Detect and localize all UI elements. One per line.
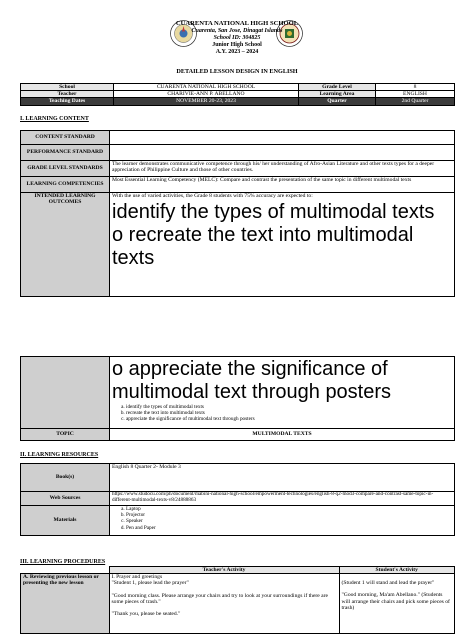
quarter-value: 2nd Quarter	[376, 98, 455, 105]
material-item: d. Pen and Paper	[126, 525, 452, 531]
procedures-table	[20, 566, 455, 634]
teacher-line-1: I. Prayer and greetings	[111, 574, 163, 581]
quarter-label: Quarter	[299, 98, 376, 105]
section-learning-content: I. LEARNING CONTENT	[20, 116, 89, 122]
materials-list	[112, 506, 452, 531]
outcome-big-3: o appreciate the significance of multimodal text through posters	[112, 358, 392, 403]
student-line-2: "Good morning, Ma'am Abellano." (Students will arrange their chairs and pick some pieces of trash)	[341, 592, 450, 611]
school-level: Junior High School	[212, 42, 262, 48]
resources-table	[20, 463, 455, 536]
material-item: a. Laptop	[126, 506, 452, 512]
topic-value: MULTIMODAL TEXTS	[110, 429, 455, 441]
grade-value: 8	[376, 84, 455, 91]
school-address: Cuarenta, San Jose, Dinagat Islands	[191, 28, 283, 34]
section-learning-resources: II. LEARNING RESOURCES	[20, 452, 99, 458]
topic-label: TOPIC	[21, 429, 110, 441]
performance-standard-value	[110, 145, 455, 161]
outcome-item: c. appreciate the significance of multimodal text through posters	[126, 416, 452, 422]
content-standard-value	[110, 131, 455, 145]
outcomes-label-cont	[21, 357, 110, 429]
outcome-big-2: o recreate the text into multimodal texts	[112, 224, 414, 270]
teacher-value: CHARIVIE-ANN P. ABELLANO	[114, 91, 299, 98]
school-value: CUARENTA NATIONAL HIGH SCHOOL	[114, 84, 299, 91]
student-activity-header: Student's Activity	[339, 567, 455, 574]
material-item: b. Projector	[126, 512, 452, 518]
document-title: DETAILED LESSON DESIGN IN ENGLISH	[176, 68, 298, 75]
outcomes-list	[112, 404, 452, 423]
books-value: English 8 Quarter 2- Module 3	[110, 464, 455, 492]
school-name: CUARENTA NATIONAL HIGH SCHOOL	[175, 20, 299, 27]
outcomes-text: With the use of varied activities, the Grade 8 students with 75% accuracy are expected to:	[112, 193, 313, 199]
grade-standards-text: The learner demonstrates communicative competence through his/ her understanding of Afro-Asian Literature and other texts types for a deeper appreciation of Philippine Culture and those of other countries.	[110, 161, 455, 177]
books-label: Book(s)	[21, 464, 110, 492]
teacher-activity-header: Teacher's Activity	[109, 567, 339, 574]
student-line-1: (Student 1 will stand and lead the prayer"	[341, 580, 435, 587]
competencies-label: LEARNING COMPETENCIES	[21, 177, 110, 193]
teacher-line-4: "Thank you, please be seated."	[111, 611, 181, 618]
teacher-line-2: "Student 1, please lead the prayer"	[111, 580, 189, 587]
school-label: School	[21, 84, 114, 91]
teacher-label: Teacher	[21, 91, 114, 98]
material-item: c. Speaker	[126, 518, 452, 524]
area-label: Learning Area	[299, 91, 376, 98]
materials-label: Materials	[21, 506, 110, 536]
learning-content-table-cont	[20, 356, 455, 441]
competencies-text: Most Essential Learning Competency (MELC): Compare and contrast the presentation of the same topic in different multimodal texts	[110, 177, 455, 193]
academic-year: A.Y. 2023 – 2024	[215, 49, 259, 55]
web-sources-link[interactable]: https://www.studocu.com/ph/document/mabini-national-high-school/empowerment-technologies/english-8-q2-mod3-compare-and-contrast-same-topic-in-different-multimodal-texts-v8/24888863	[110, 492, 455, 506]
outcome-big-1: identify the types of multimodal texts	[112, 201, 435, 224]
info-table	[20, 83, 455, 106]
school-id: School ID: 304825	[213, 35, 261, 41]
outcome-item: b. recreate the text into multimodal texts	[126, 410, 452, 416]
step-a-label: A. Reviewing previous lesson or presenting the new lesson	[21, 574, 110, 634]
outcomes-label: INTENDED LEARNING OUTCOMES	[21, 193, 110, 297]
performance-standard-label: PERFORMANCE STANDARD	[21, 145, 110, 161]
outcome-item: a. identify the types of multimodal texts	[126, 404, 452, 410]
dates-label: Teaching Dates	[21, 98, 114, 105]
web-sources-label: Web Sources	[21, 492, 110, 506]
grade-standards-label: GRADE LEVEL STANDARDS	[21, 161, 110, 177]
teacher-line-3: "Good morning class. Please arrange your chairs and try to look at your surroundings if there are some pieces of trash."	[111, 592, 328, 605]
section-learning-procedures: III. LEARNING PROCEDURES	[20, 559, 106, 565]
learning-content-table	[20, 130, 455, 297]
dates-value: NOVEMBER 20-23, 2023	[114, 98, 299, 105]
area-value: ENGLISH	[376, 91, 455, 98]
grade-label: Grade Level	[299, 84, 376, 91]
content-standard-label: CONTENT STANDARD	[21, 131, 110, 145]
